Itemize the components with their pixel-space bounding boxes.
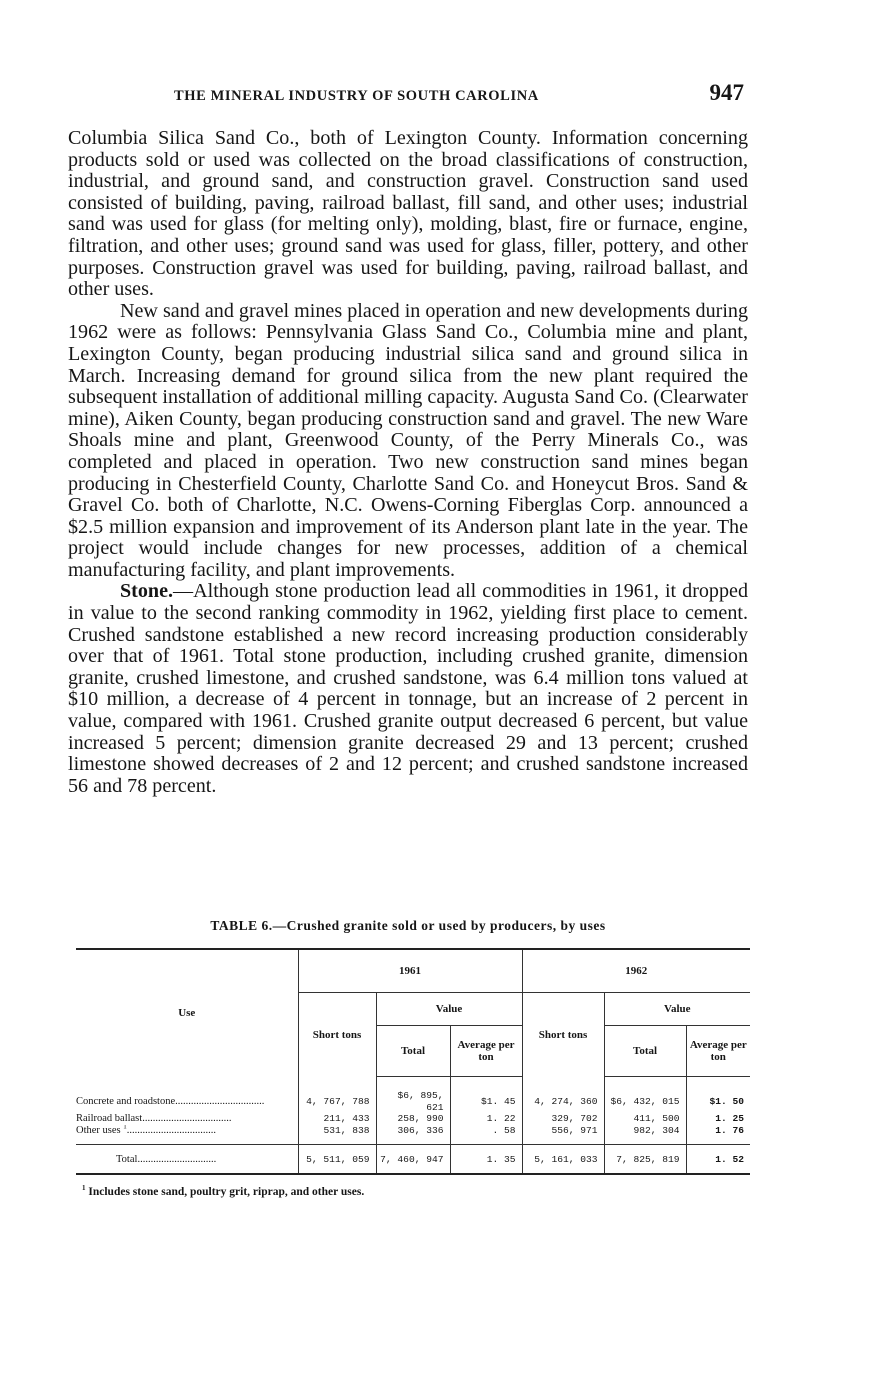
column-header-value-1961: Value bbox=[376, 993, 522, 1026]
total-short-tons-1962: 5, 161, 033 bbox=[522, 1145, 604, 1175]
footnote-number: 1 bbox=[82, 1184, 86, 1193]
cell-short-tons-1961: 531, 838 bbox=[298, 1125, 376, 1145]
cell-average-1961: . 58 bbox=[450, 1125, 522, 1145]
total-value-1961: 7, 460, 947 bbox=[376, 1145, 450, 1175]
table-total-row: Total.............................. 5, 511, 059 7, 460, 947 1. 35 5, 161, 033 7, 825, 819 1. 52 bbox=[76, 1145, 750, 1175]
cell-total-1961: $6, 895, 621 bbox=[376, 1077, 450, 1114]
row-use-label: Other uses bbox=[76, 1124, 121, 1136]
total-short-tons-1961: 5, 511, 059 bbox=[298, 1145, 376, 1175]
table-row: Concrete and roadstone.................................. 4, 767, 788 $6, 895, 621 $1. 45 4, 274, 360 $6, 432, 015 $1. 50 bbox=[76, 1077, 750, 1114]
table-footnote bbox=[82, 1186, 364, 1198]
footnote-marker: 1 bbox=[123, 1124, 127, 1130]
total-label: Total bbox=[116, 1153, 138, 1165]
cell-short-tons-1961: 4, 767, 788 bbox=[298, 1077, 376, 1114]
table-row: Other uses $^1$.................................. 531, 838 306, 336 . 58 556, 971 982, 304 1. 76 bbox=[76, 1125, 750, 1145]
column-header-short-tons-1961: Short tons bbox=[298, 993, 376, 1077]
cell-short-tons-1962: 556, 971 bbox=[522, 1125, 604, 1145]
paragraph-stone bbox=[68, 581, 748, 797]
row-use-label: Concrete and roadstone bbox=[76, 1095, 176, 1107]
cell-average-1962: 1. 76 bbox=[686, 1125, 750, 1145]
cell-total-1962: 982, 304 bbox=[604, 1125, 686, 1145]
column-header-total-1961: Total bbox=[376, 1026, 450, 1077]
body-text bbox=[68, 128, 748, 797]
paragraph-silica-sand: Columbia Silica Sand Co., both of Lexington County. Information concerning products sold or used was collected on the broad classifications of construction, industrial, and ground sand, and construction gravel. Construction sand used consisted of building, paving, railroad ballast, fill sand, and other uses; industrial sand was used for glass (for melting only), molding, blast, fire or furnace, engine, filtration, and other uses; ground sand was used for glass, filler, pottery, and other purposes. Construction gravel was used for building, paving, railroad ballast, and other uses. bbox=[68, 127, 748, 301]
row-use-label: Railroad ballast bbox=[76, 1113, 143, 1124]
cell-total-1961: 258, 990 bbox=[376, 1113, 450, 1125]
table-title: TABLE 6.—Crushed granite sold or used by producers, by uses bbox=[210, 918, 606, 933]
total-average-1962: 1. 52 bbox=[686, 1145, 750, 1175]
cell-total-1962: 411, 500 bbox=[604, 1113, 686, 1125]
footnote-text: Includes stone sand, poultry grit, riprap, and other uses. bbox=[88, 1186, 365, 1198]
cell-short-tons-1962: 4, 274, 360 bbox=[522, 1077, 604, 1114]
stone-heading: Stone. bbox=[120, 580, 174, 603]
running-title: THE MINERAL INDUSTRY OF SOUTH CAROLINA bbox=[174, 88, 539, 104]
column-header-1962: 1962 bbox=[522, 949, 750, 993]
cell-average-1962: $1. 50 bbox=[686, 1077, 750, 1114]
cell-total-1961: 306, 336 bbox=[376, 1125, 450, 1145]
column-header-average-1962: Average per ton bbox=[686, 1026, 750, 1077]
crushed-granite-table bbox=[76, 948, 750, 1175]
cell-short-tons-1961: 211, 433 bbox=[298, 1113, 376, 1125]
cell-short-tons-1962: 329, 702 bbox=[522, 1113, 604, 1125]
column-header-total-1962: Total bbox=[604, 1026, 686, 1077]
cell-total-1962: $6, 432, 015 bbox=[604, 1077, 686, 1114]
table-row: Railroad ballast.................................. 211, 433 258, 990 1. 22 329, 702 411, 500 1. 25 bbox=[76, 1113, 750, 1125]
cell-average-1962: 1. 25 bbox=[686, 1113, 750, 1125]
column-header-value-1962: Value bbox=[604, 993, 750, 1026]
column-header-1961: 1961 bbox=[298, 949, 522, 993]
total-value-1962: 7, 825, 819 bbox=[604, 1145, 686, 1175]
stone-text: —Although stone production lead all commodities in 1961, it dropped in value to the second ranking commodity in 1962, yielding first place to cement. Crushed sandstone established a new record increasing production considerably over that of 1961. Total stone production, including crushed granite, dimension granite, crushed limestone, and crushed sandstone, was 6.4 million tons valued at $10 million, a decrease of 4 percent in tonnage, but an increase of 2 percent in value, compared with 1961. Crushed granite output decreased 6 percent, but value increased 5 percent; dimension granite decreased 29 and 13 percent; crushed limestone showed decreases of 2 and 12 percent; and crushed sandstone increased 56 and 78 percent. bbox=[68, 580, 748, 797]
column-header-average-1961: Average per ton bbox=[450, 1026, 522, 1077]
cell-average-1961: 1. 22 bbox=[450, 1113, 522, 1125]
paragraph-new-mines: New sand and gravel mines placed in operation and new developments during 1962 were as follows: Pennsylvania Glass Sand Co., Columbia mine and plant, Lexington County, began producing industrial silica sand and ground silica in March. Increasing demand for ground silica from the new plant required the subsequent installation of additional milling capacity. Augusta Sand Co. (Clearwater mine), Aiken County, began producing construction sand and gravel. The new Ware Shoals mine and plant, Greenwood County, of the Perry Minerals Co., was completed and placed in operation. Two new construction sand mines began producing in Chesterfield County, Charlotte Sand Co. and Honeycut Bros. Sand & Gravel Co. both of Charlotte, N.C. Owens-Corning Fiberglas Corp. announced a $2.5 million expansion and improvement of its Anderson plant late in the year. The project would include changes for new processes, addition of a chemical manufacturing facility, and plant improvements. bbox=[68, 299, 748, 581]
cell-average-1961: $1. 45 bbox=[450, 1077, 522, 1114]
column-header-short-tons-1962: Short tons bbox=[522, 993, 604, 1077]
page-header bbox=[70, 78, 746, 108]
page-number: 947 bbox=[709, 80, 744, 105]
column-header-use: Use bbox=[76, 949, 298, 1077]
total-average-1961: 1. 35 bbox=[450, 1145, 522, 1175]
